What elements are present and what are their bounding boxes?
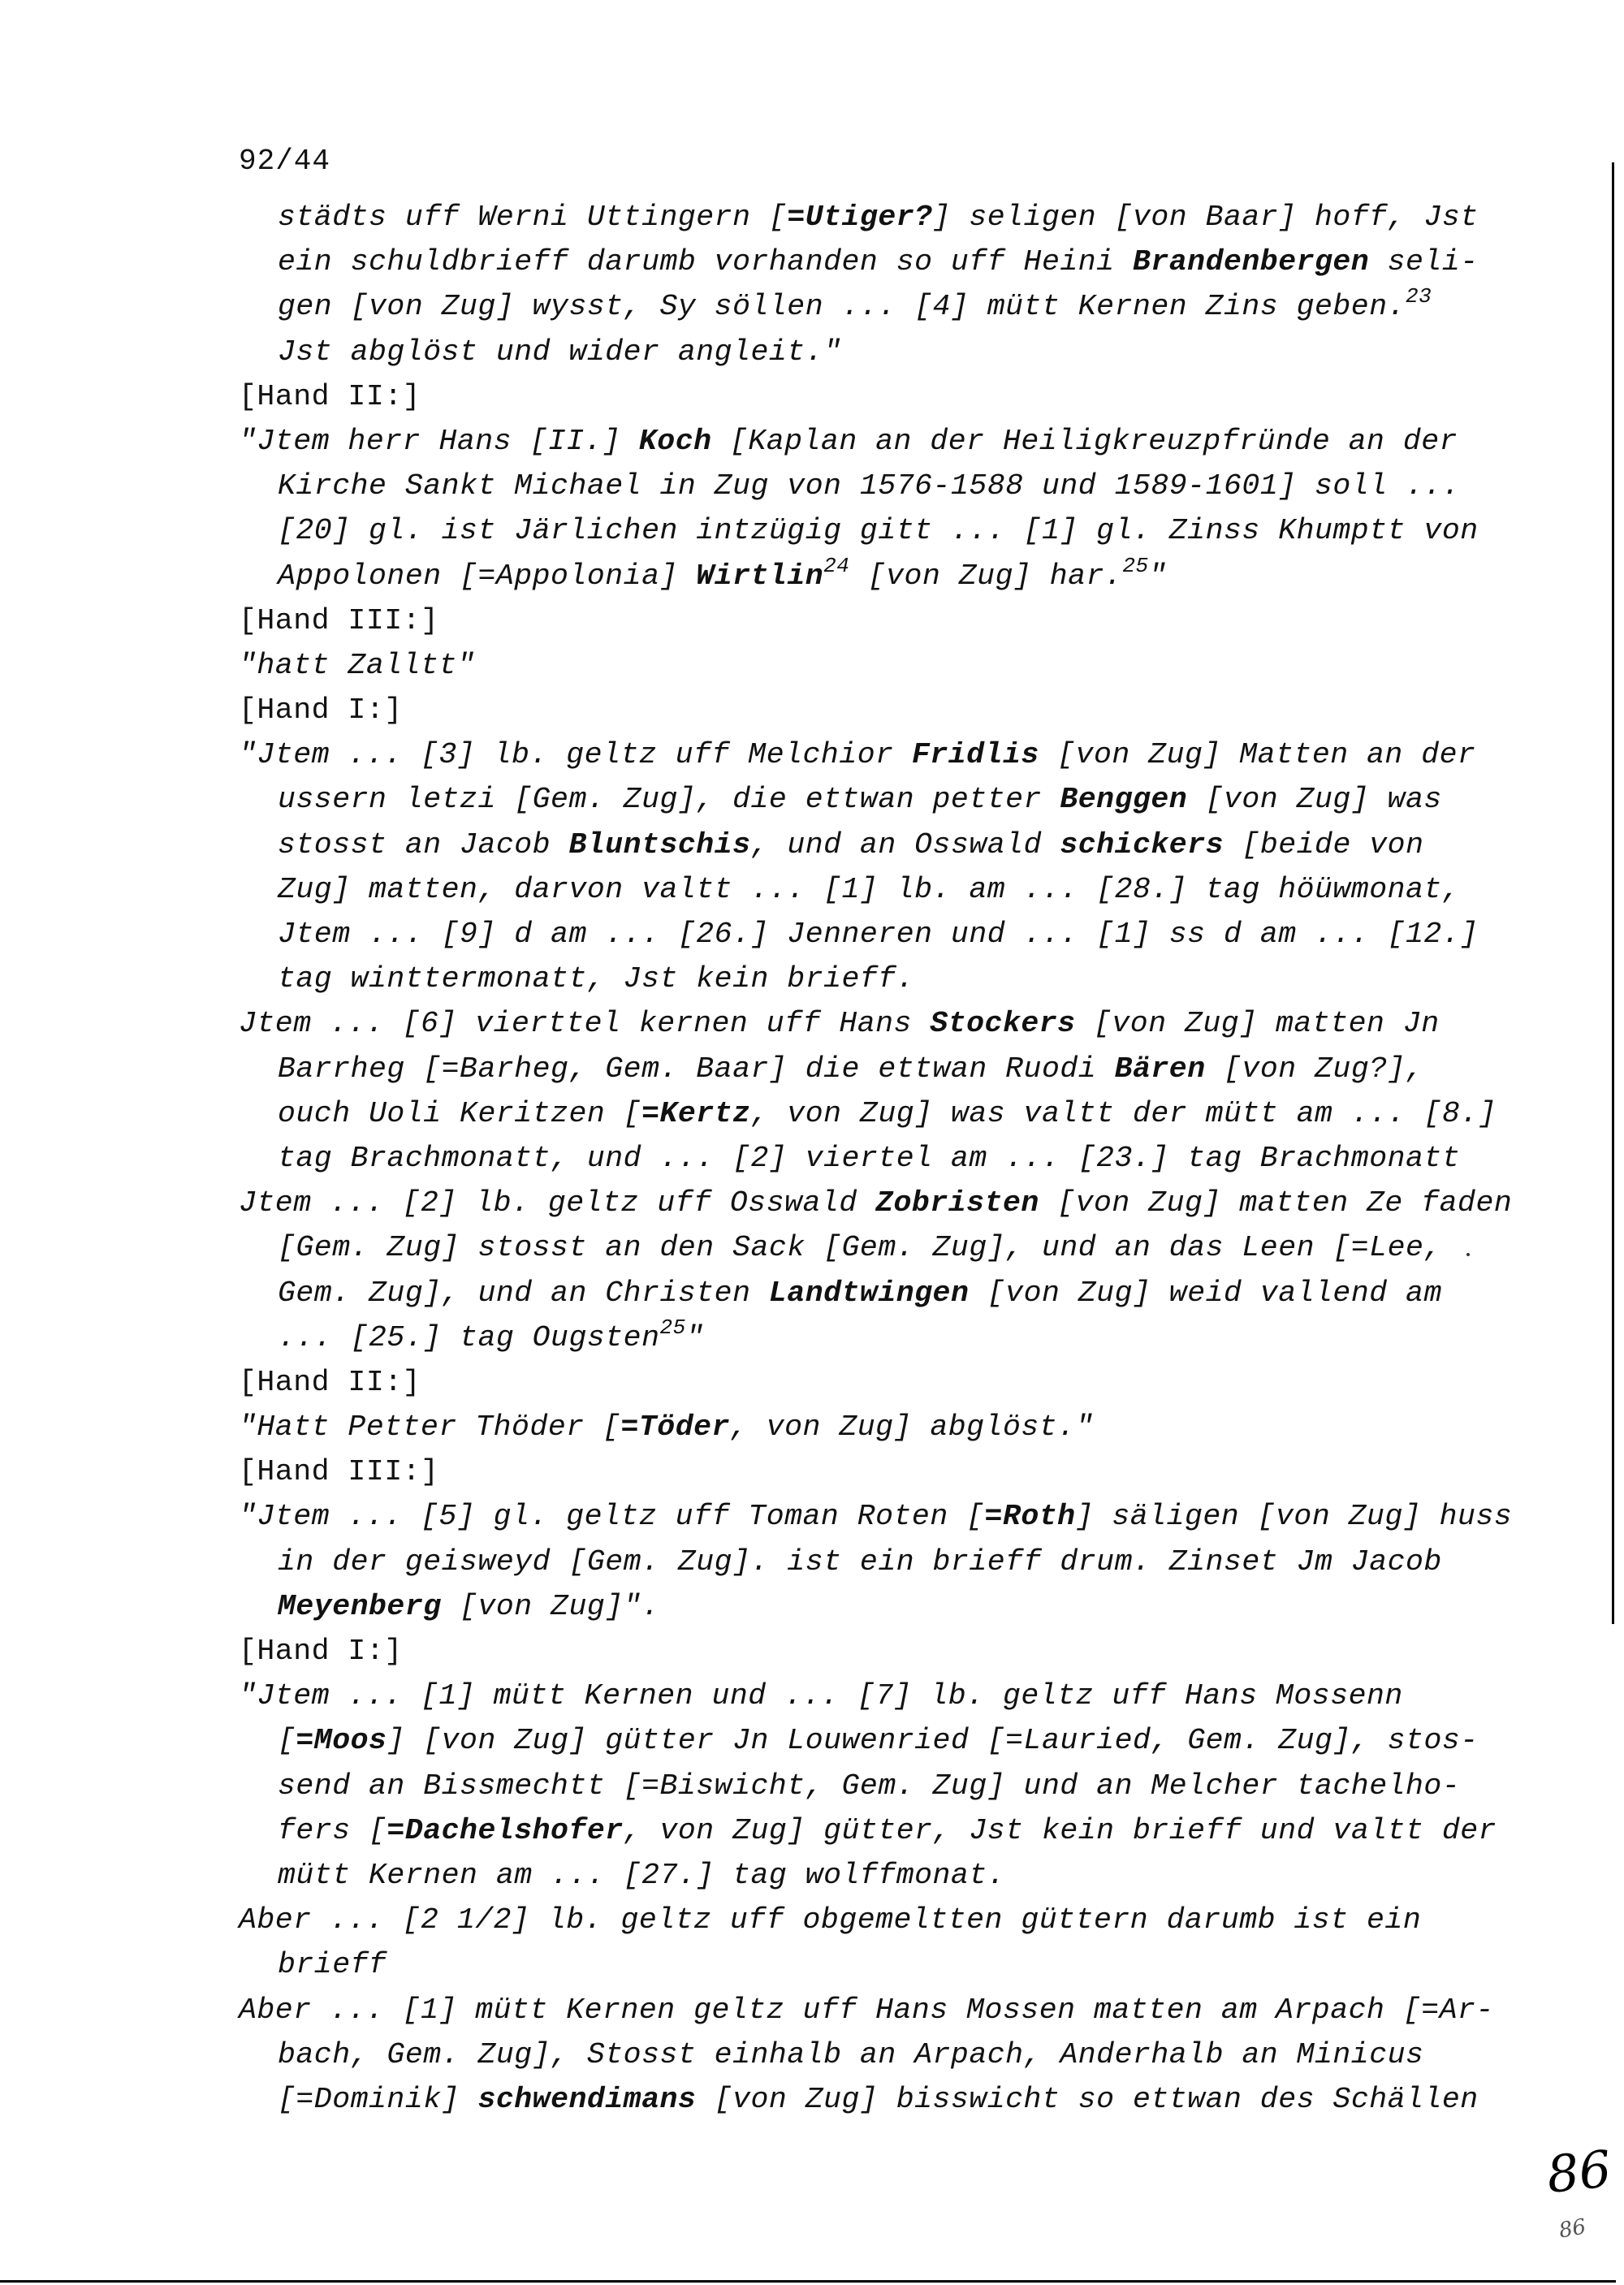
person-name: Fridlis — [911, 738, 1039, 772]
text-line: Gem. Zug], und an Christen Landtwingen [von Zug] weid vallend am — [278, 1276, 1442, 1310]
footnote-ref: 25 — [659, 1315, 686, 1340]
text-line: [20] gl. ist Järlichen intzügig gitt ... [1] gl. Zinss Khumptt von — [278, 514, 1479, 548]
text-line: Jtem ... [6] vierttel kernen uff Hans Stockers [von Zug] matten Jn — [239, 1007, 1440, 1041]
person-name: Zobristen — [875, 1186, 1039, 1220]
text-line: "Jtem ... [1] mütt Kernen und ... [7] lb. geltz uff Hans Mossenn — [239, 1679, 1403, 1713]
text-line: in der geisweyd [Gem. Zug]. ist ein brieff drum. Zinset Jm Jacob — [278, 1544, 1442, 1579]
text-line: Zug] matten, darvon valtt ... [1] lb. am ... [28.] tag höüwmonat, — [278, 872, 1461, 906]
text-line: ouch Uoli Keritzen [=Kertz, von Zug] was valtt der mütt am ... [8.] — [278, 1096, 1497, 1130]
text-line: städts uff Werni Uttingern [=Utiger?] seligen [von Baar] hoff, Jst — [278, 201, 1479, 234]
hand-marker: [Hand I:] — [239, 693, 403, 728]
text-line: brieff — [278, 1948, 387, 1982]
text-line: "Jtem ... [5] gl. geltz uff Toman Roten [=Roth] säligen [von Zug] huss — [239, 1500, 1513, 1534]
hand-marker: [Hand III:] — [239, 603, 439, 637]
person-name: schickers — [1060, 827, 1224, 862]
text-line: Aber ... [2 1/2] lb. geltz uff obgemeltten güttern darumb ist ein — [239, 1903, 1422, 1937]
text-line: gen [von Zug] wysst, Sy söllen ... [4] mütt Kernen Zins geben.$^{23}$ — [278, 284, 1432, 324]
text-line: "Jtem herr Hans [II.] Koch [Kaplan an der Heiligkreuzpfründe an der — [239, 424, 1458, 458]
handwritten-folio-number: 86 — [1544, 2139, 1614, 2205]
text-line: Jst abglöst und wider angleit." — [278, 335, 842, 369]
person-name: =Kertz — [641, 1096, 751, 1130]
person-name: Landtwingen — [768, 1276, 970, 1310]
text-line: Appolonen [=Appolonia] Wirtlin$^{24}$ [von Zug] har.$^{25}$" — [278, 553, 1168, 593]
text-line: tag winttermonatt, Jst kein brieff. — [278, 962, 915, 996]
text-line: [=Moos] [von Zug] gütter Jn Louwenried [=Lauried, Gem. Zug], stos- — [278, 1724, 1479, 1758]
text-line: Aber ... [1] mütt Kernen geltz uff Hans Mossen matten am Arpach [=Ar- — [239, 1993, 1494, 2027]
person-name: =Dachelshofer — [387, 1813, 624, 1847]
page-number: 92/44 — [239, 145, 331, 178]
text-line: "Hatt Petter Thöder [=Töder, von Zug] abglöst." — [239, 1410, 1094, 1445]
footnote-ref: 25 — [1122, 553, 1149, 578]
text-line: tag Brachmonatt, und ... [2] viertel am ... [23.] tag Brachmonatt — [278, 1141, 1461, 1175]
text-line: "Jtem ... [3] lb. geltz uff Melchior Fridlis [von Zug] Matten an der — [239, 738, 1476, 772]
text-line: fers [=Dachelshofer, von Zug] gütter, Jst kein brieff und valtt der — [278, 1813, 1497, 1847]
person-name: Koch — [638, 424, 712, 458]
hand-marker: [Hand II:] — [239, 1365, 421, 1399]
text-line: "hatt Zalltt" — [239, 648, 476, 682]
text-line: [Gem. Zug] stosst an den Sack [Gem. Zug], und an das Leen [=Lee, — [278, 1231, 1442, 1265]
person-name: Wirtlin — [696, 559, 824, 593]
text-line: ein schuldbrieff darumb vorhanden so uff Heini Brandenbergen seli- — [278, 245, 1479, 279]
text-line: send an Bissmechtt [=Biswicht, Gem. Zug] und an Melcher tachelho- — [278, 1769, 1461, 1803]
text-line: mütt Kernen am ... [27.] tag wolffmonat. — [278, 1858, 1006, 1892]
person-name: Meyenberg — [278, 1589, 442, 1623]
hand-marker: [Hand II:] — [239, 379, 421, 413]
scan-edge-right — [1612, 162, 1614, 1624]
person-name: Benggen — [1060, 783, 1188, 817]
text-line: ussern letzi [Gem. Zug], die ettwan petter Benggen [von Zug] was — [278, 783, 1442, 817]
text-line: Barrheg [=Barheg, Gem. Baar] die ettwan Ruodi Bären [von Zug?], — [278, 1052, 1424, 1086]
person-name: schwendimans — [477, 2082, 697, 2116]
text-line: stosst an Jacob Bluntschis, und an Osswald schickers [beide von — [278, 827, 1424, 862]
text-line: Jtem ... [2] lb. geltz uff Osswald Zobristen [von Zug] matten Ze faden — [239, 1186, 1513, 1220]
person-name: Brandenbergen — [1132, 245, 1370, 279]
text-line: Jtem ... [9] d am ... [26.] Jenneren und ... [1] ss d am ... [12.] — [278, 918, 1479, 951]
person-name: Bären — [1114, 1052, 1206, 1086]
person-name: =Utiger? — [787, 201, 933, 234]
person-name: =Moos — [296, 1724, 387, 1758]
transcription-body — [239, 195, 1513, 2122]
person-name: Stockers — [930, 1007, 1076, 1041]
person-name: =Roth — [984, 1500, 1076, 1534]
scan-edge-bottom — [0, 2280, 1616, 2283]
text-line: Kirche Sankt Michael in Zug von 1576-1588 und 1589-1601] soll ... — [278, 469, 1461, 503]
text-line: [=Dominik] schwendimans [von Zug] bisswicht so ettwan des Schällen — [278, 2082, 1479, 2116]
text-line: ... [25.] tag Ougsten$^{25}$" — [278, 1315, 705, 1354]
person-name: =Töder — [620, 1410, 730, 1445]
hand-marker: [Hand I:] — [239, 1635, 403, 1668]
text-line: Meyenberg [von Zug]". — [278, 1589, 660, 1623]
text-line: bach, Gem. Zug], Stosst einhalb an Arpach, Anderhalb an Minicus — [278, 2037, 1424, 2071]
hand-marker: [Hand III:] — [239, 1455, 439, 1489]
footnote-ref: 23 — [1406, 284, 1432, 309]
handwritten-folio-number-small: 86 — [1557, 2214, 1588, 2244]
footnote-ref: 24 — [823, 553, 850, 578]
person-name: Bluntschis — [568, 827, 751, 862]
